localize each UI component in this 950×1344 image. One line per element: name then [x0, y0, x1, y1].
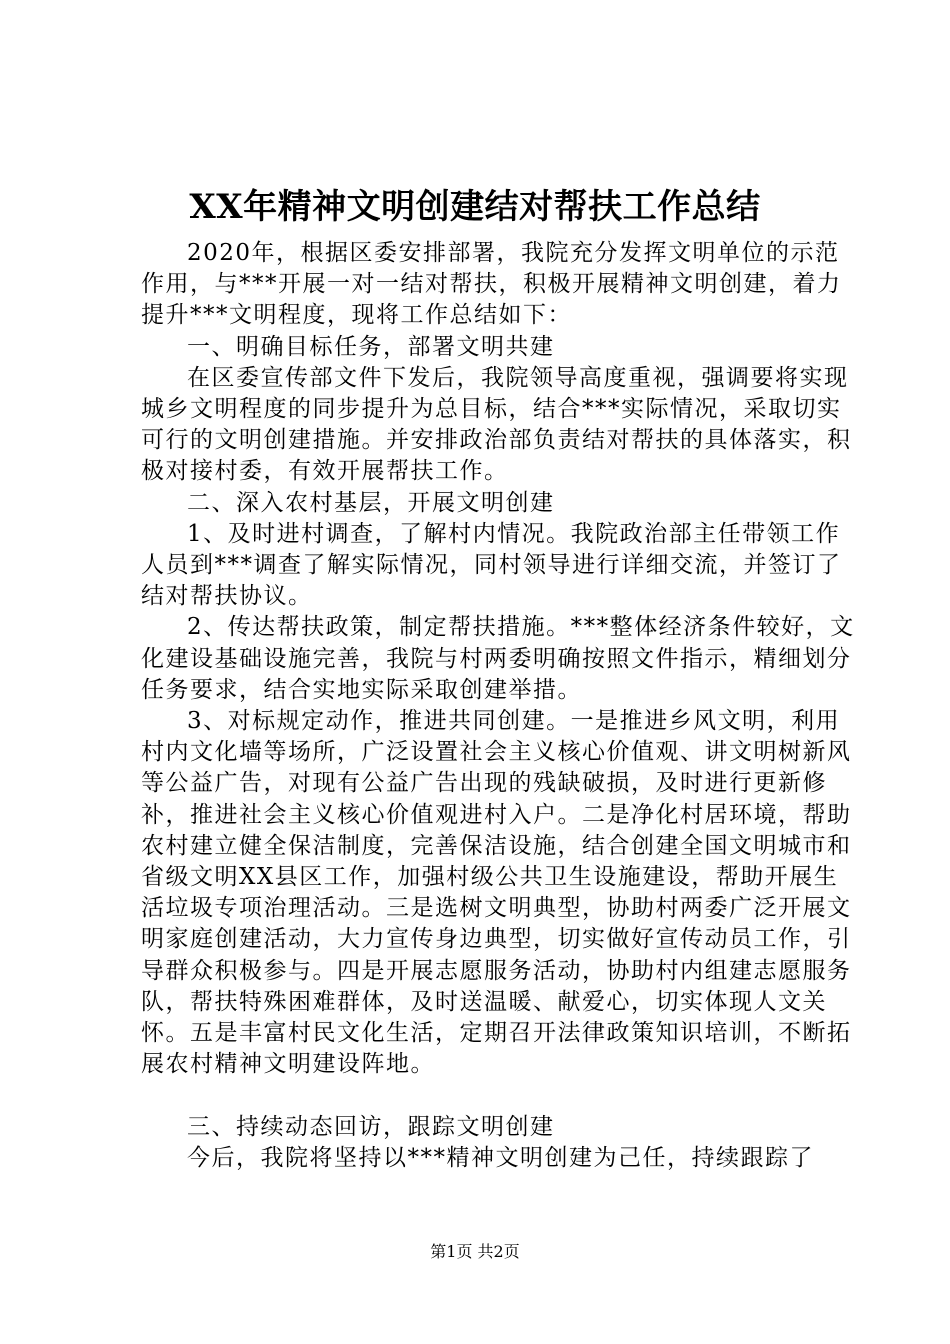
- section-heading-1: 一、明确目标任务，部署文明共建: [187, 333, 555, 360]
- paragraph-section-3: 今后，我院将坚持以***精神文明创建为己任，持续跟踪了: [187, 1144, 814, 1171]
- document-title: XX年精神文明创建结对帮扶工作总结: [189, 187, 761, 227]
- section-heading-2: 二、深入农村基层，开展文明创建: [187, 489, 555, 516]
- document-body: [141, 238, 861, 1174]
- intro-paragraph: 2020年，根据区委安排部署，我院充分发挥文明单位的示范作用，与***开展一对一结对帮扶，积极开展精神文明创建，着力提升***文明程度，现将工作总结如下：: [141, 240, 842, 329]
- paragraph-item-1: 1、及时进村调查，了解村内情况。我院政治部主任带领工作人员到***调查了解实际情况，同村领导进行详细交流，并签订了结对帮扶协议。: [141, 520, 842, 610]
- paragraph-item-2: 2、传达帮扶政策，制定帮扶措施。***整体经济条件较好，文化建设基础设施完善，我院与村两委明确按照文件指示，精细划分任务要求，结合实地实际采取创建举措。: [141, 614, 855, 703]
- paragraph-item-3: 3、对标规定动作，推进共同创建。一是推进乡风文明，利用村内文化墙等场所，广泛设置社会主义核心价值观、讲文明树新风等公益广告，对现有公益广告出现的残缺破损，及时进行更新修补，推进社会主义核心价值观进村入户。二是净化村居环境，帮助农村建立健全保洁制度，完善保洁设施，结合创建全国文明城市和省级文明XX县区工作，加强村级公共卫生设施建设，帮助开展生活垃圾专项治理活动。三是选树文明典型，协助村两委广泛开展文明家庭创建活动，大力宣传身边典型，切实做好宣传动员工作，引导群众积极参与。四是开展志愿服务活动，协助村内组建志愿服务队，帮扶特殊困难群体，及时送温暖、献爱心，切实体现人文关怀。五是丰富村民文化生活，定期召开法律政策知识培训，不断拓展农村精神文明建设阵地。: [141, 708, 852, 1078]
- section-heading-3: 三、持续动态回访，跟踪文明创建: [187, 1113, 555, 1140]
- page-footer: 第1页 共2页: [430, 1242, 520, 1261]
- paragraph-section-1: 在区委宣传部文件下发后，我院领导高度重视，强调要将实现城乡文明程度的同步提升为总目标，结合***实际情况，采取切实可行的文明创建措施。并安排政治部负责结对帮扶的具体落实，积极对接村委，有效开展帮扶工作。: [141, 364, 852, 485]
